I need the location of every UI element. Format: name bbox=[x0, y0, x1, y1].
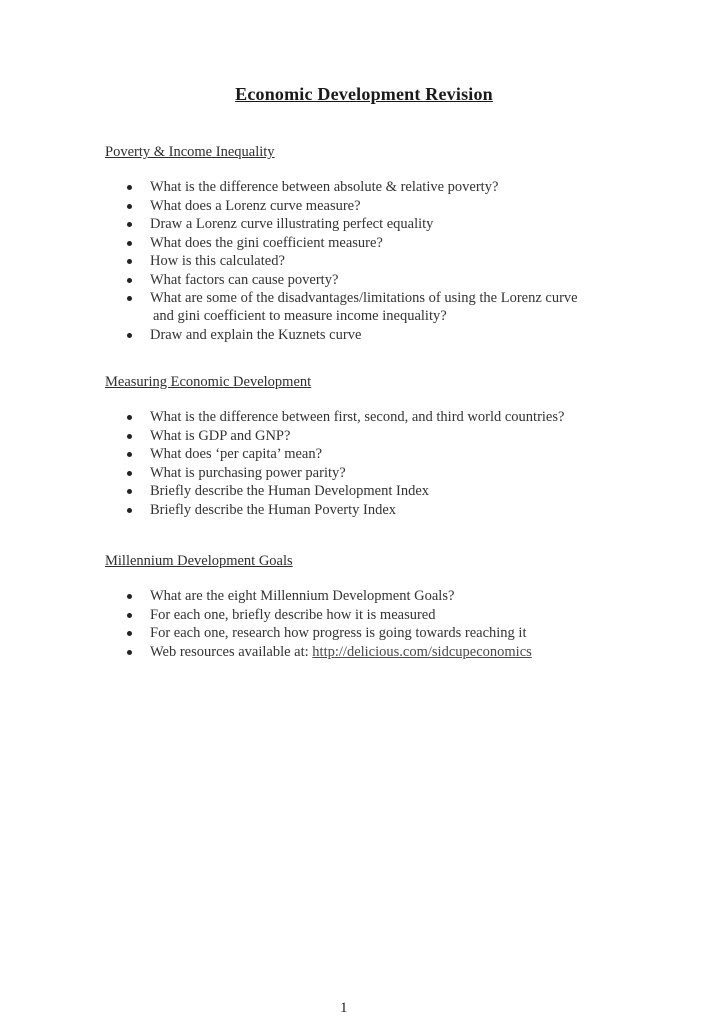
section-millennium bbox=[105, 551, 665, 661]
document-title: Economic Development Revision bbox=[235, 84, 493, 104]
bullet-icon bbox=[127, 204, 132, 209]
bullet-icon bbox=[127, 222, 132, 227]
list-item: Briefly describe the Human Development Index bbox=[105, 482, 665, 500]
web-resources-link[interactable]: http://delicious.com/sidcupeconomics bbox=[312, 643, 532, 660]
section-heading: Measuring Economic Development bbox=[105, 374, 312, 390]
bullet-icon bbox=[127, 508, 132, 513]
list-item: What is the difference between first, second, and third world countries? bbox=[105, 408, 665, 426]
list-item: What does a Lorenz curve measure? bbox=[105, 197, 665, 215]
bullet-icon bbox=[127, 278, 132, 283]
bullet-list bbox=[105, 587, 665, 661]
bullet-icon bbox=[127, 185, 132, 190]
bullet-list bbox=[105, 178, 665, 344]
list-item: What is purchasing power parity? bbox=[105, 464, 665, 482]
list-item: For each one, research how progress is going towards reaching it bbox=[105, 624, 665, 642]
section-heading: Poverty & Income Inequality bbox=[105, 144, 275, 160]
list-item: How is this calculated? bbox=[105, 252, 665, 270]
bullet-icon bbox=[127, 452, 132, 457]
bullet-icon bbox=[127, 434, 132, 439]
bullet-icon bbox=[127, 613, 132, 618]
list-item: Draw a Lorenz curve illustrating perfect equality bbox=[105, 215, 665, 233]
list-item-continuation: and gini coefficient to measure income inequality? bbox=[153, 308, 447, 324]
list-item: Briefly describe the Human Poverty Index bbox=[105, 501, 665, 519]
section-heading: Millennium Development Goals bbox=[105, 553, 293, 569]
bullet-icon bbox=[127, 594, 132, 599]
list-item: What are some of the disadvantages/limitations of using the Lorenz curve and gini coefficient to measure income inequality? bbox=[105, 289, 665, 325]
bullet-icon bbox=[127, 241, 132, 246]
bullet-icon bbox=[127, 333, 132, 338]
list-item: Web resources available at: http://delicious.com/sidcupeconomics bbox=[105, 643, 665, 661]
list-item: What is GDP and GNP? bbox=[105, 427, 665, 445]
bullet-icon bbox=[127, 296, 132, 301]
list-item: What is the difference between absolute & relative poverty? bbox=[105, 178, 665, 196]
list-item: What factors can cause poverty? bbox=[105, 271, 665, 289]
list-item: What are the eight Millennium Development Goals? bbox=[105, 587, 665, 605]
bullet-icon bbox=[127, 631, 132, 636]
bullet-icon bbox=[127, 650, 132, 655]
list-item: Draw and explain the Kuznets curve bbox=[105, 326, 665, 344]
section-poverty bbox=[105, 142, 665, 344]
list-item: What does the gini coefficient measure? bbox=[105, 234, 665, 252]
page-number: 1 bbox=[340, 1000, 348, 1016]
section-measuring bbox=[105, 372, 665, 519]
list-item: For each one, briefly describe how it is measured bbox=[105, 606, 665, 624]
bullet-icon bbox=[127, 415, 132, 420]
bullet-icon bbox=[127, 489, 132, 494]
bullet-icon bbox=[127, 471, 132, 476]
list-item: What does ‘per capita’ mean? bbox=[105, 445, 665, 463]
bullet-list bbox=[105, 408, 665, 519]
bullet-icon bbox=[127, 259, 132, 264]
